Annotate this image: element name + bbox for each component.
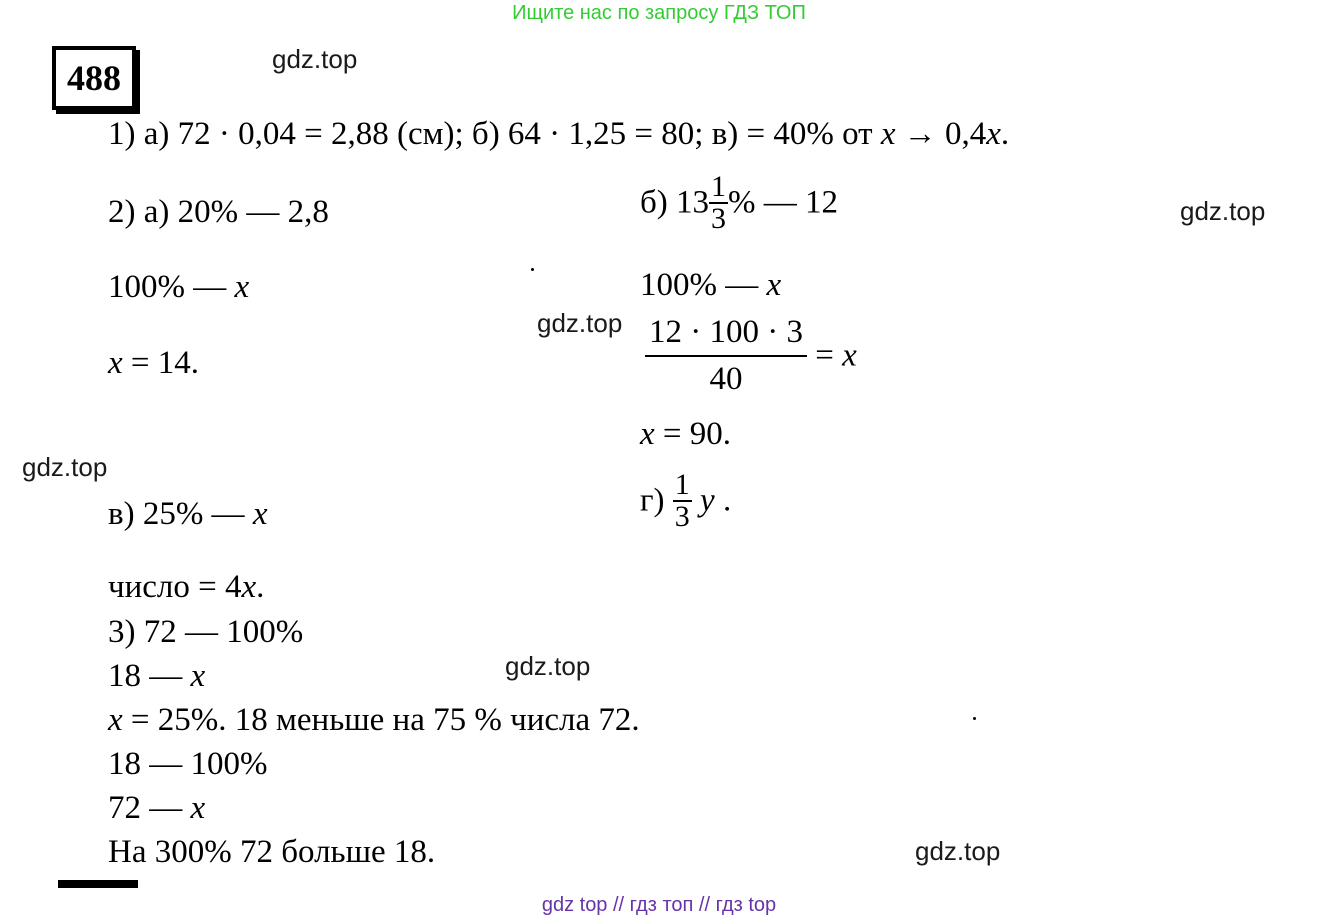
part2a-line1: 2) а) 20% — 2,8 [108, 194, 329, 230]
part2b-fraction: $\frac{12 \cdot 100 \cdot 3}{40}$ = x [645, 316, 857, 396]
part3-line5: 72 — x [108, 790, 206, 826]
part3-line3: x = 25%. 18 меньше на 75 % числа 72. [108, 702, 640, 738]
watermark: gdz.top [505, 651, 591, 681]
bottom-banner: gdz top // гдз топ // гдз top [541, 894, 777, 916]
part2b-result: x = 90. [640, 416, 732, 452]
part2g-line: г) $\frac{1}{3}$ y . [640, 468, 732, 533]
part3-line4: 18 — 100% [108, 746, 268, 782]
part2a-line3: x = 14. [108, 345, 200, 381]
watermark: gdz.top [272, 44, 358, 74]
watermark: gdz.top [1180, 196, 1266, 226]
part3-line6: На 300% 72 больше 18. [108, 834, 436, 870]
part3-line2: 18 — x [108, 658, 206, 694]
part2a-line2: 100% — x [108, 269, 250, 305]
part2v-line1: в) 25% — x [108, 496, 268, 532]
scan-speck [973, 717, 976, 720]
watermark: gdz.top [915, 836, 1001, 866]
watermark: gdz.top [537, 308, 623, 338]
section-end-bar [58, 880, 138, 888]
part2b-line2: 100% — x [640, 267, 782, 303]
scan-speck [531, 268, 534, 271]
part3-line1: 3) 72 — 100% [108, 614, 304, 650]
part2b-line1: б) 13 $\frac{1}{3}$ % — 12 [640, 170, 839, 235]
top-banner: Ищите нас по запросу ГДЗ ТОП [512, 2, 806, 24]
watermark: gdz.top [22, 452, 108, 482]
part1-line: 1) а) 72 · 0,04 = 2,88 (см); б) 64 · 1,25 = 80; в) = 40% от x → 0,4x. [108, 116, 1010, 152]
part2v-line2: число = 4x. [108, 569, 265, 605]
problem-number: 488 [52, 46, 136, 110]
